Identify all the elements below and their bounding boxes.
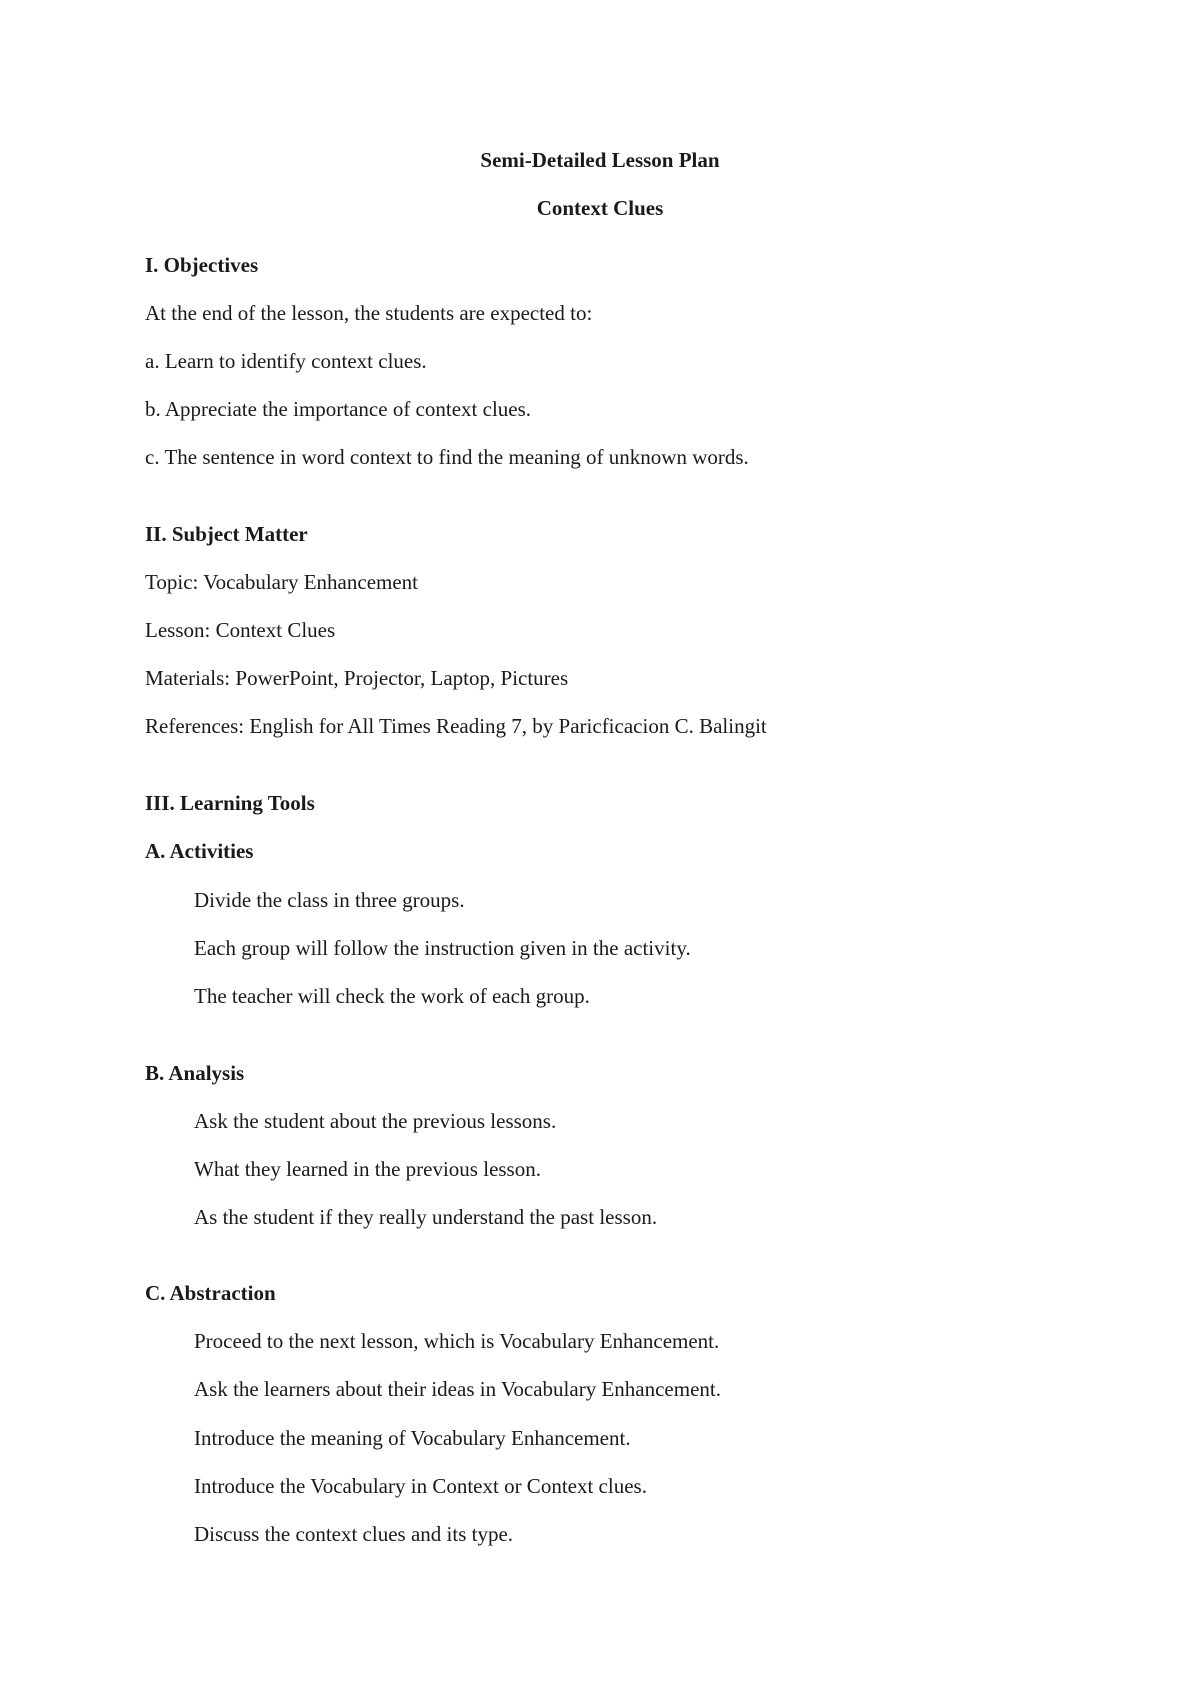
subject-references: References: English for All Times Reading 7, by Paricficacion C. Balingit	[145, 714, 767, 738]
document-subtitle: Context Clues	[536, 196, 664, 220]
subject-materials: Materials: PowerPoint, Projector, Laptop, Pictures	[145, 666, 569, 690]
abstraction-item: Introduce the meaning of Vocabulary Enhancement.	[194, 1426, 631, 1450]
analysis-item: Ask the student about the previous lessons.	[194, 1109, 557, 1133]
objective-item: a. Learn to identify context clues.	[145, 349, 427, 373]
analysis-item: What they learned in the previous lesson.	[194, 1157, 541, 1181]
abstraction-heading: C. Abstraction	[145, 1281, 276, 1305]
activities-heading: A. Activities	[145, 839, 254, 863]
document-title: Semi-Detailed Lesson Plan	[480, 148, 720, 172]
abstraction-item: Proceed to the next lesson, which is Vocabulary Enhancement.	[194, 1329, 720, 1353]
subject-topic: Topic: Vocabulary Enhancement	[145, 570, 418, 594]
subject-matter-heading: II. Subject Matter	[145, 522, 308, 546]
learning-tools-heading: III. Learning Tools	[145, 791, 315, 815]
objectives-intro: At the end of the lesson, the students are expected to:	[145, 301, 593, 325]
objective-item: c. The sentence in word context to find the meaning of unknown words.	[145, 445, 749, 469]
subject-lesson: Lesson: Context Clues	[145, 618, 336, 642]
abstraction-item: Ask the learners about their ideas in Vocabulary Enhancement.	[194, 1377, 721, 1401]
abstraction-item: Introduce the Vocabulary in Context or Context clues.	[194, 1474, 647, 1498]
analysis-item: As the student if they really understand the past lesson.	[194, 1205, 658, 1229]
analysis-heading: B. Analysis	[145, 1061, 245, 1085]
activity-item: Each group will follow the instruction given in the activity.	[194, 936, 691, 960]
activity-item: The teacher will check the work of each group.	[194, 984, 590, 1008]
objectives-heading: I. Objectives	[145, 253, 259, 277]
abstraction-item: Discuss the context clues and its type.	[194, 1522, 514, 1546]
activity-item: Divide the class in three groups.	[194, 888, 465, 912]
objective-item: b. Appreciate the importance of context clues.	[145, 397, 532, 421]
